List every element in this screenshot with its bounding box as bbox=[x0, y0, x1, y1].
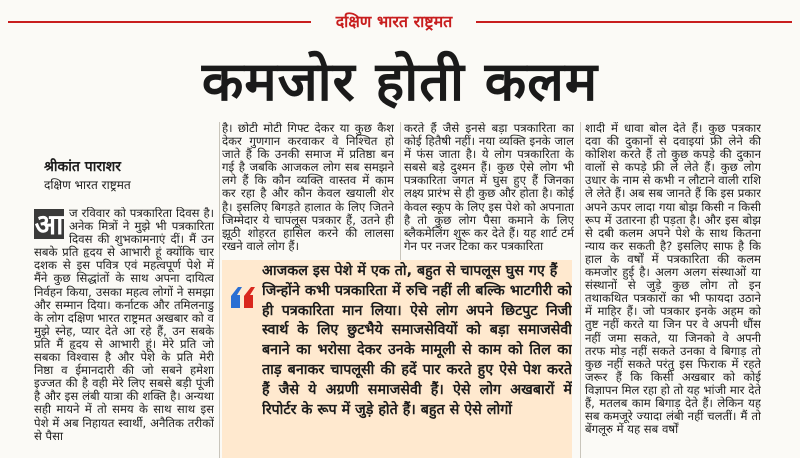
dropcap: आ bbox=[34, 208, 64, 241]
column-4-text: शादी में धावा बोल देते हैं। कुछ पत्रकार दवा की दुकानों से दवाइयां फ्री लेने की कोशिश करते हैं तो कुछ कपड़े की दुकान वालों से कपड़े फ्री ले लेते हैं। कुछ लोग उधार के नाम से कभी न लौटाने वाली राशि ले लेते हैं। अब सब जानते हैं कि इस प्रकार अपने ऊपर लादा गया बोझ किसी न किसी रूप में उतारना ही पड़ता है। और इस बोझ से दबी कलम अपने पेशे के साथ कितना न्याय कर सकती है? इसलिए साफ है कि हाल के वर्षों में पत्रकारिता की कलम कमजोर हुई है। अलग अलग संस्थाओं या संस्थानों से जुड़े कुछ लोग तो इन तथाकथित पत्रकारों का भी फायदा उठाने में माहिर हैं। जो पत्रकार इनके अहम को तुष्ट नहीं करते या जिन पर वे अपनी धौंस नहीं जमा सकते, या जिनको वे अपनी तरफ मोड़ नहीं सकते उनका वे बिगाड़ तो कुछ नहीं सकते परंतु इस फिराक में रहते जरूर हैं कि किसी अखबार को कोई विज्ञापन मिल रहा हो तो यह भांजी मार देते हैं, मतलब काम बिगाड़ देते हैं। लेकिन यह सब कमजूरे ज्यादा लंबी नहीं चलतीं। मैं तो बेंगलूरु में यह सब वर्षों bbox=[585, 122, 761, 437]
pull-quote-body: जिन्होंने कभी पत्रकारिता में रुचि नहीं ली बल्कि भाटगीरी को ही पत्रकारिता मान लिया। ऐसे लोग अपने छिटपुट निजी स्वार्थ के लिए छुटभैये समाजसेवियों को बड़ा समाजसेवी बनाने का भरोसा देकर उनके मामूली से काम को तिल का ताड़ बनाकर चापलूसी की हदें पार करते हुए ऐसे पेश करते हैं जैसे ये अग्रणी समाजसेवी हैं। ऐसे लोग अखबारों में रिपोर्टर के रूप में जुड़े होते हैं। बहुत से ऐसे लोगों bbox=[262, 282, 572, 418]
author-name: श्रीकांत पाराशर bbox=[44, 159, 121, 175]
byline bbox=[44, 158, 219, 194]
header-rule-right bbox=[476, 21, 792, 23]
pull-quote-first-line: आजकल इस पेशे में एक तो, बहुत से चापलूस घुस गए हैं bbox=[262, 263, 558, 279]
column-3-text: करते हैं जैसे इनसे बड़ा पत्रकारिता का कोई हितैषी नहीं। नया व्यक्ति इनके जाल में फंस जाता है। ये लोग पत्रकारिता के सबसे बड़े दुश्मन हैं। कुछ ऐसे लोग भी पत्रकारिता जगत में घुस हुए हैं जिनका लक्ष्य प्रारंभ से ही कुछ और होता है। कोई केवल स्कूप के लिए इस पेशे को अपनाता है तो कुछ लोग पैसा कमाने के लिए ब्लैकमेलिंग शुरू कर देते हैं। यह शार्ट टर्म गेन पर नजर टिका कर पत्रकारिता bbox=[404, 122, 574, 253]
article-column-3 bbox=[404, 122, 574, 260]
article-column-1 bbox=[34, 207, 214, 458]
header-rule-left bbox=[8, 21, 311, 23]
column-divider bbox=[219, 122, 220, 458]
column-1-text: ज रविवार को पत्रकारिता दिवस है। अनेक मित्रों ने मुझे भी पत्रकारिता दिवस की शुभकामनाएं दीं। मैं उन सबके प्रति हृदय से आभारी हूं क्योंकि चार दशक से इस पवित्र एवं महत्वपूर्ण पेशे में मैंने कुछ सिद्धांतों के साथ अपना दायित्व निर्वहन किया, उसका महत्व लोगों ने समझा और सम्मान दिया। कर्नाटक और तमिलनाडु के लोग दक्षिण भारत राष्ट्रमत अखबार को व मुझे स्नेह, प्यार देते आ रहे हैं, उन सबके प्रति मैं हृदय से आभारी हूं। मेरे प्रति जो सबका विश्वास है और पेशे के प्रति मेरी निष्ठा व ईमानदारी की जो सबने हमेशा इज्जत की है वही मेरे लिए सबसे बड़ी पूंजी है और इस लंबी यात्रा की शक्ति है। अन्यथा सही मायने में तो समय के साथ साथ इस पेशे में अब निहायत स्वार्थी, अनैतिक तरीकों से पैसा bbox=[34, 207, 214, 443]
column-2-text: है। छोटी मोटी गिफ्ट देकर या कुछ कैश देकर गुणगान करवाकर वे निश्चित हो जाते हैं कि उनकी समाज में प्रतिष्ठा बन गई है जबकि आजकल लोग सब समझने लगे हैं कि कौन व्यक्ति वास्तव में काम कर रहा है और कौन केवल खयाली शेर है। इसलिए बिगड़ते हालात के लिए जितने जिम्मेदार ये चापलूस पत्रकार हैं, उतने ही झूठी शोहरत हासिल करने की लालसा रखने वाले लोग हैं। bbox=[222, 122, 394, 253]
pull-quote-text bbox=[262, 262, 572, 458]
author-publication: दक्षिण भारत राष्ट्रमत bbox=[44, 178, 131, 192]
column-divider bbox=[400, 122, 401, 262]
section-header bbox=[0, 0, 800, 40]
quote-mark-icon bbox=[228, 284, 258, 310]
section-label: दक्षिण भारत राष्ट्रमत bbox=[335, 12, 453, 31]
column-divider bbox=[580, 122, 581, 458]
article-headline: कमजोर होती कलम bbox=[201, 50, 599, 113]
article-column-2 bbox=[222, 122, 394, 260]
article-column-4 bbox=[585, 122, 761, 458]
